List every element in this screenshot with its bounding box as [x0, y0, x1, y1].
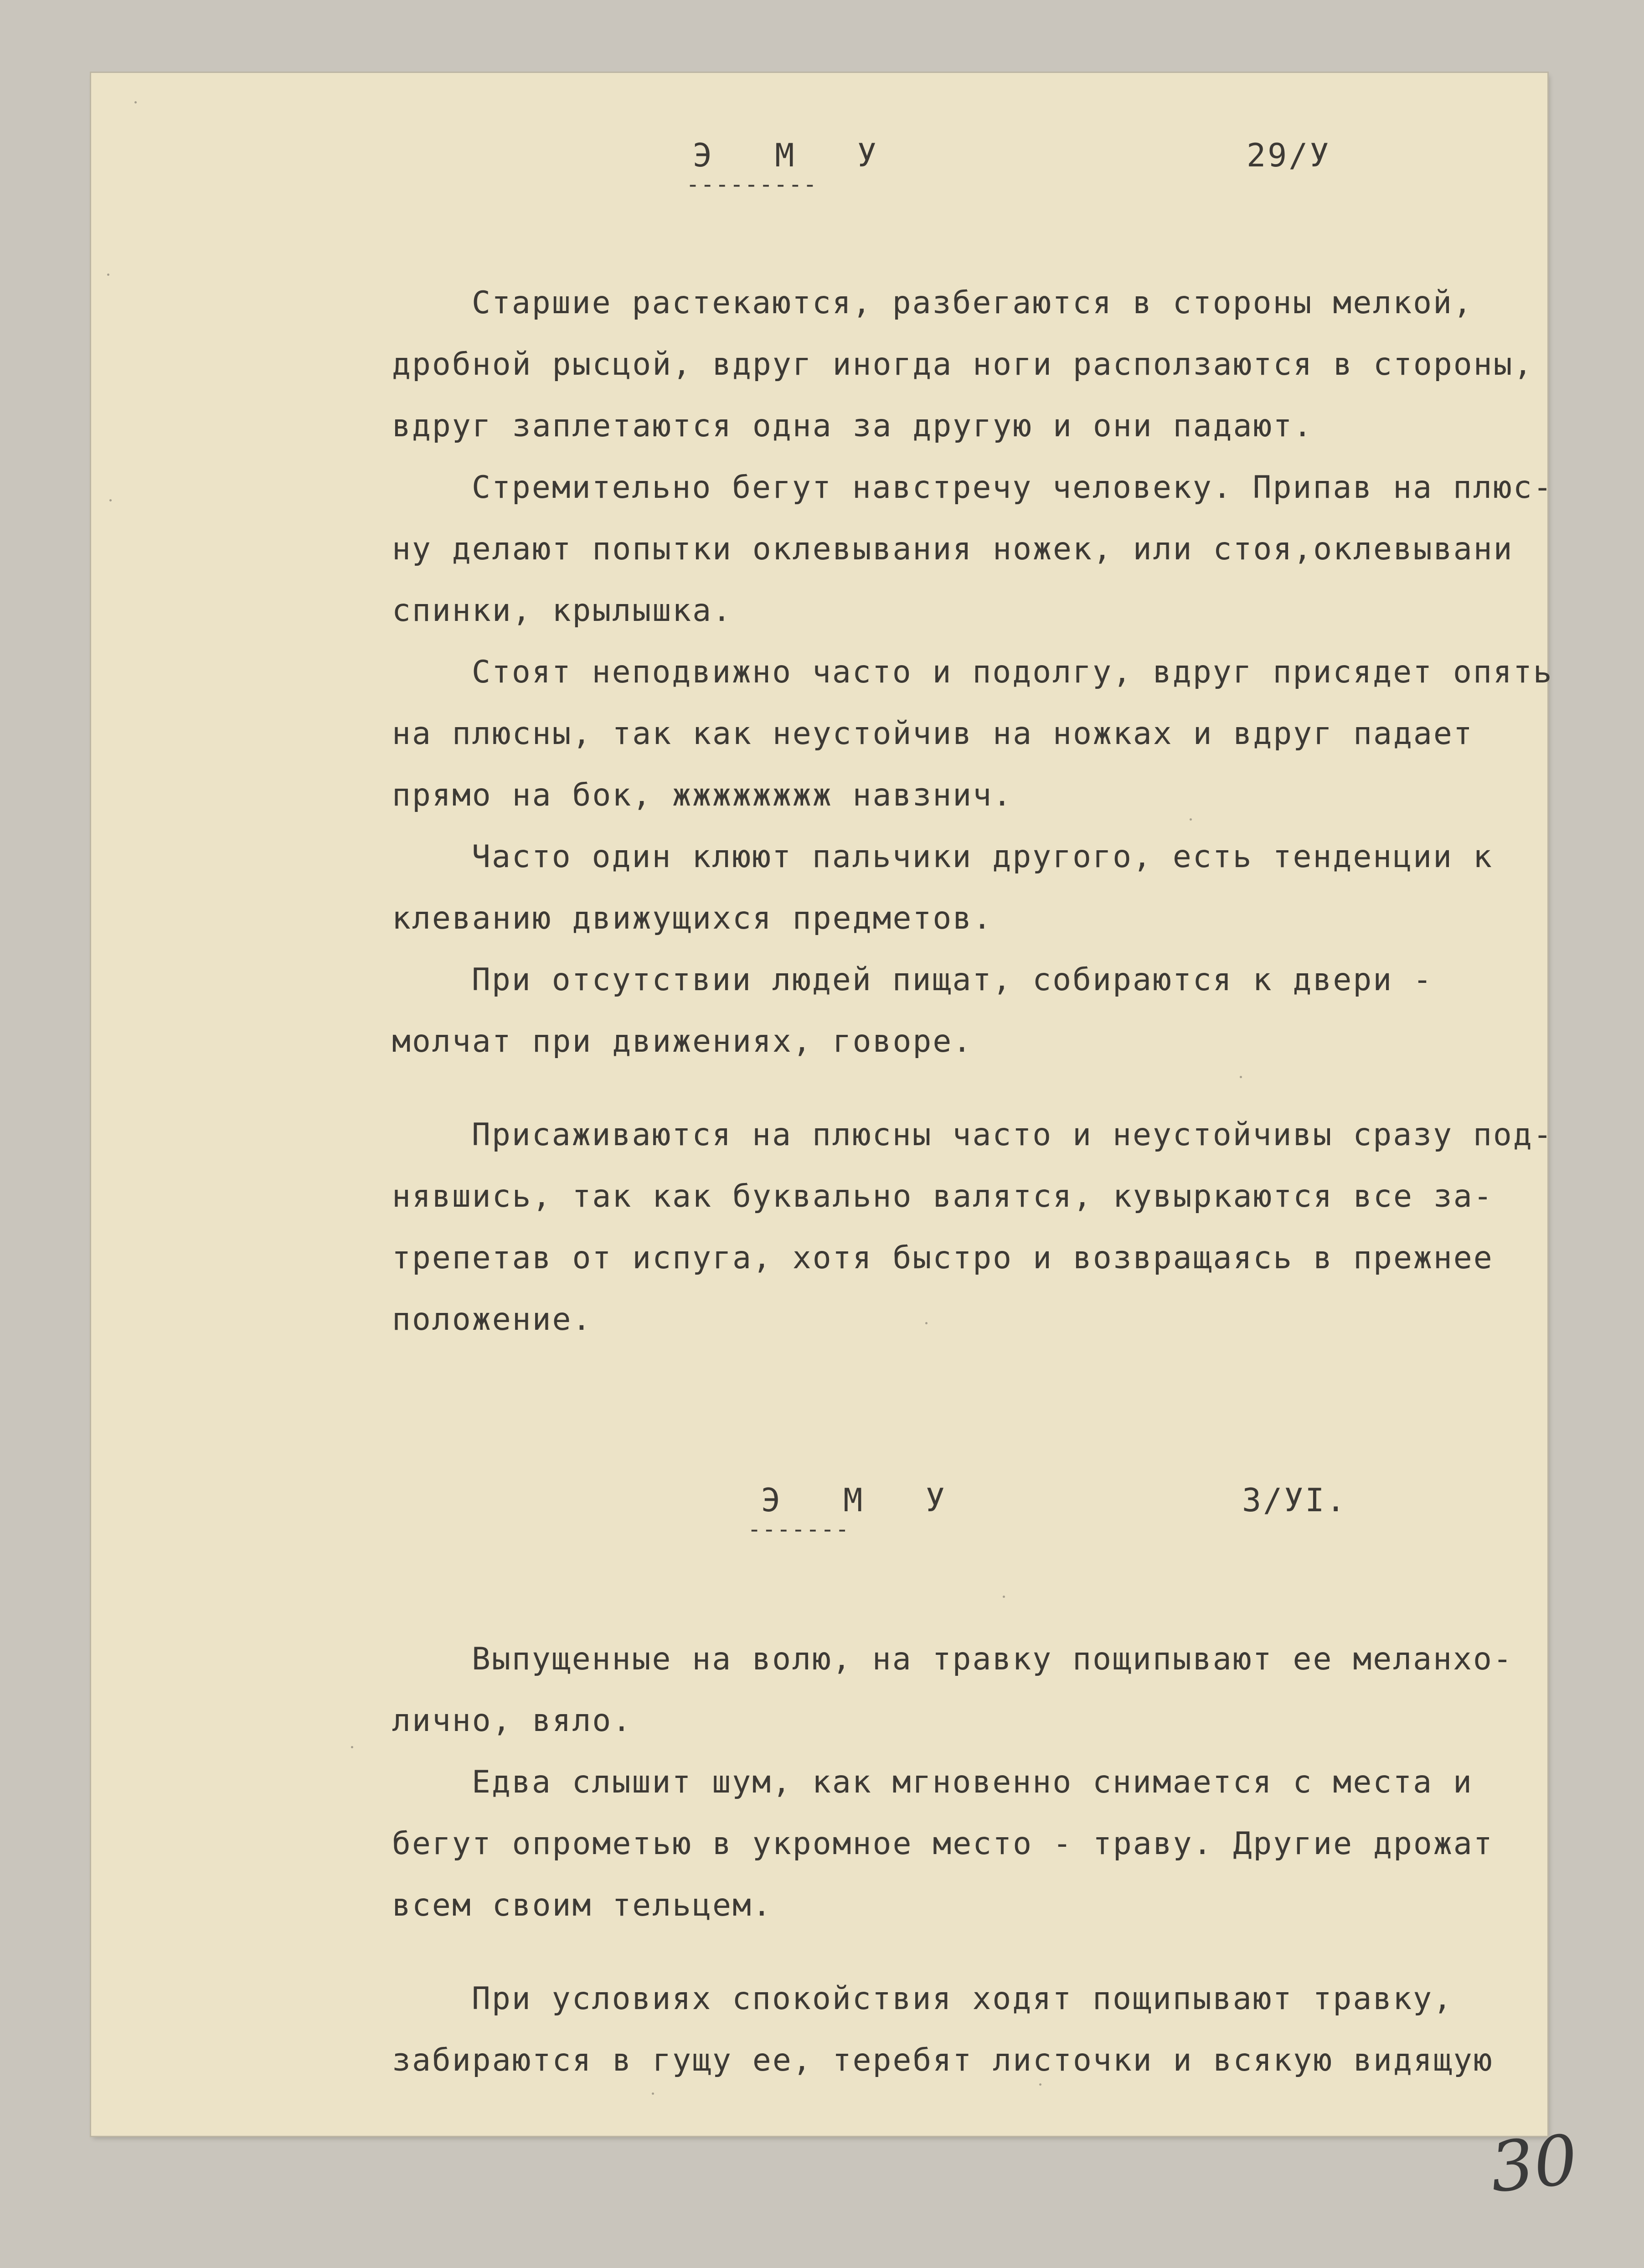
section-1-heading-underline: --------- [686, 171, 818, 197]
section-1-line: Стремительно бегут навстречу человеку. Припав на плюс- [472, 470, 1553, 506]
section-1-line: Стоят неподвижно часто и подолгу, вдруг присядет опять [472, 654, 1553, 690]
section-1-line: Старшие растекаются, разбегаются в стороны мелкой, [472, 285, 1473, 321]
paper-speck [1039, 2083, 1041, 2086]
section-2-line: Выпущенные на волю, на травку пощипывают ее меланхо- [472, 1641, 1513, 1677]
section-2-line: При условиях спокойствия ходят пощипывают травку, [472, 1981, 1453, 2017]
section-2-line: бегут опрометью в укромное место - траву. Другие дрожат [392, 1826, 1494, 1862]
section-1-line: клеванию движущихся предметов. [392, 900, 993, 936]
section-1-line: нявшись, так как буквально валятся, кувыркаются все за- [392, 1178, 1494, 1214]
section-1-line: При отсутствии людей пищат, собираются к двери - [472, 962, 1433, 998]
section-1-line: прямо на бок, жжжжжжжж навзнич. [392, 777, 1013, 813]
section-1-line: Присаживаются на плюсны часто и неустойчивы сразу под- [472, 1117, 1553, 1153]
section-2-line: всем своим тельцем. [392, 1887, 773, 1923]
paper-speck [925, 1322, 928, 1324]
section-1-line: ну делают попытки оклевывания ножек, или стоя,оклевывани [392, 531, 1514, 567]
section-1-line: Часто один клюют пальчики другого, есть тенденции к [472, 839, 1493, 875]
section-2-heading: Э М У [761, 1482, 967, 1519]
section-1-line: положение. [392, 1302, 593, 1338]
section-1-line: спинки, крылышка. [392, 593, 732, 629]
section-1-line: трепетав от испуга, хотя быстро и возвращаясь в прежнее [392, 1240, 1494, 1276]
section-1-line: вдруг заплетаются одна за другую и они падают. [392, 408, 1314, 444]
section-1-heading: Э М У [693, 137, 898, 174]
section-1-line: дробной рысцой, вдруг иногда ноги расползаются в стороны, [392, 346, 1534, 382]
paper-speck [351, 1746, 353, 1748]
section-2-date: 3/УI. [1242, 1482, 1347, 1519]
section-2-line: лично, вяло. [392, 1703, 633, 1739]
handwritten-page-number: 30 [1486, 2120, 1582, 2208]
section-1-line: на плюсны, так как неустойчив на ножках и вдруг падает [392, 716, 1474, 752]
paper-speck [107, 274, 109, 276]
paper-speck [109, 499, 112, 501]
section-1-date: 29/У [1247, 137, 1331, 174]
paper-speck [652, 2092, 654, 2095]
paper-speck [1003, 1596, 1005, 1598]
section-2-heading-underline: ------- [747, 1516, 850, 1542]
section-2-line: Едва слышит шум, как мгновенно снимается с места и [472, 1764, 1473, 1800]
section-2-line: забираются в гущу ее, теребят листочки и всякую видящую [392, 2042, 1494, 2078]
paper-speck [134, 101, 137, 103]
paper-speck [1190, 818, 1192, 821]
section-1-line: молчат при движениях, говоре. [392, 1023, 973, 1059]
paper-speck [1240, 1076, 1242, 1078]
document-page [91, 73, 1582, 2208]
